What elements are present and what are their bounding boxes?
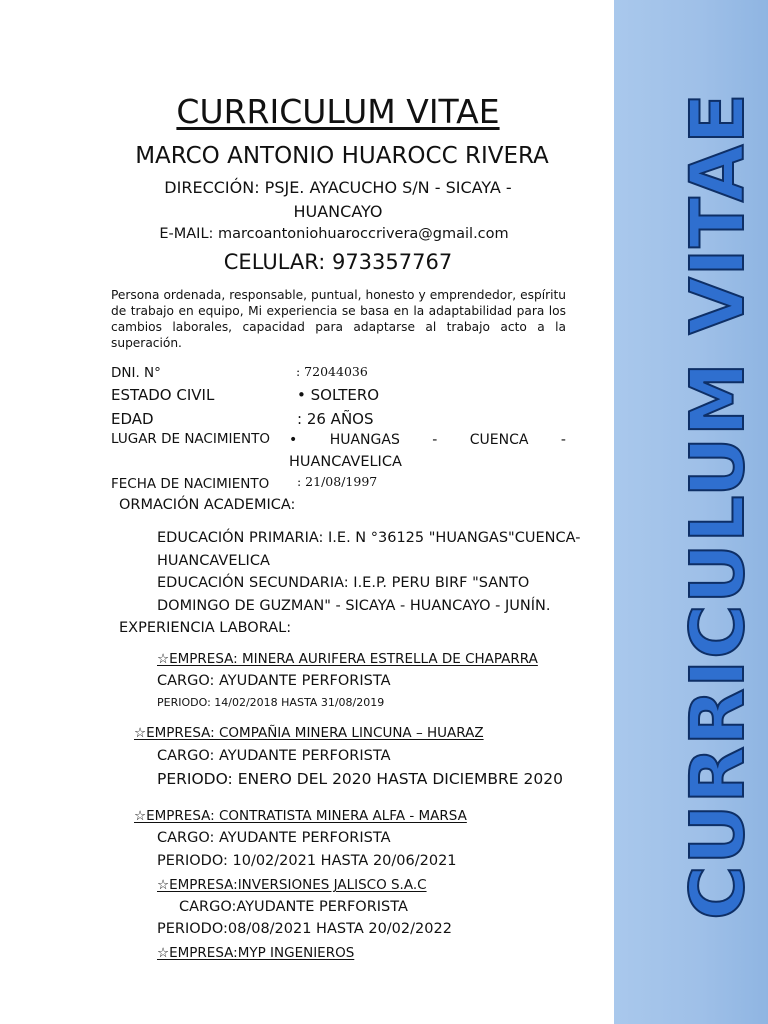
secondary-education-line-2: DOMINGO DE GUZMAN" - SICAYA - HUANCAYO - JUNÍN.	[157, 598, 551, 614]
job-position: CARGO: AYUDANTE PERFORISTA	[157, 748, 391, 764]
job-company: ☆EMPRESA: COMPAÑIA MINERA LINCUNA – HUARAZ	[134, 725, 484, 741]
job-period: PERIODO: 10/02/2021 HASTA 20/06/2021	[157, 853, 457, 869]
bullet: •	[289, 432, 298, 448]
profile-summary: Persona ordenada, responsable, puntual, honesto y emprendedor, espíritu de trabajo en equipo, Mi experiencia se basa en la adaptabilidad para los cambios laborales, capacidad para adaptarse al trabajo acto a la superación.	[111, 288, 566, 350]
dni-label: DNI. N°	[111, 365, 161, 381]
primary-education-line-2: HUANCAVELICA	[157, 553, 270, 569]
birthplace-label: LUGAR DE NACIMIENTO	[111, 431, 270, 447]
dash: -	[432, 432, 438, 448]
job-company: ☆EMPRESA:INVERSIONES JALISCO S.A.C	[157, 877, 427, 893]
dni-value: : 72044036	[296, 364, 368, 379]
job-position: CARGO: AYUDANTE PERFORISTA	[157, 830, 391, 846]
primary-education-line-1: EDUCACIÓN PRIMARIA: I.E. N °36125 "HUANGAS"CUENCA-	[157, 530, 581, 546]
email: E-MAIL: marcoantoniohuaroccrivera@gmail.com	[159, 226, 509, 242]
phone: CELULAR: 973357767	[223, 250, 453, 274]
birthplace-district: CUENCA	[469, 432, 529, 448]
sidebar-title: CURRICULUM VITAE	[675, 92, 761, 920]
address-line-2: HUANCAYO	[293, 202, 383, 221]
birthdate-label: FECHA DE NACIMIENTO	[111, 476, 270, 492]
education-heading: ORMACIÓN ACADEMICA:	[119, 497, 296, 513]
address	[0, 176, 676, 224]
age-value: : 26 AÑOS	[297, 410, 374, 428]
address-line-1: DIRECCIÓN: PSJE. AYACUCHO S/N - SICAYA -	[164, 178, 512, 197]
page-title: CURRICULUM VITAE	[176, 92, 500, 131]
dash: -	[560, 432, 566, 448]
age-label: EDAD	[111, 410, 154, 428]
birthplace-town: HUANGAS	[329, 432, 400, 448]
secondary-education-line-1: EDUCACIÓN SECUNDARIA: I.E.P. PERU BIRF "SANTO	[157, 575, 530, 591]
job-period: PERIODO: ENERO DEL 2020 HASTA DICIEMBRE 2020	[157, 770, 563, 788]
job-period: PERIODO:08/08/2021 HASTA 20/02/2022	[157, 921, 452, 937]
person-name: MARCO ANTONIO HUAROCC RIVERA	[135, 143, 549, 169]
experience-heading: EXPERIENCIA LABORAL:	[119, 620, 292, 636]
job-company: ☆EMPRESA: CONTRATISTA MINERA ALFA - MARSA	[134, 808, 467, 824]
job-company: ☆EMPRESA: MINERA AURIFERA ESTRELLA DE CHAPARRA	[157, 651, 538, 667]
birthplace-value	[289, 432, 566, 448]
civil-status-value: • SOLTERO	[297, 386, 380, 404]
job-company: ☆EMPRESA:MYP INGENIEROS	[157, 945, 355, 961]
job-position: CARGO:AYUDANTE PERFORISTA	[179, 899, 408, 915]
birthdate-value: : 21/08/1997	[297, 474, 378, 489]
birthplace-region: HUANCAVELICA	[289, 454, 402, 470]
job-position: CARGO: AYUDANTE PERFORISTA	[157, 673, 391, 689]
civil-status-label: ESTADO CIVIL	[111, 386, 215, 404]
job-period: PERIODO: 14/02/2018 HASTA 31/08/2019	[157, 696, 385, 709]
